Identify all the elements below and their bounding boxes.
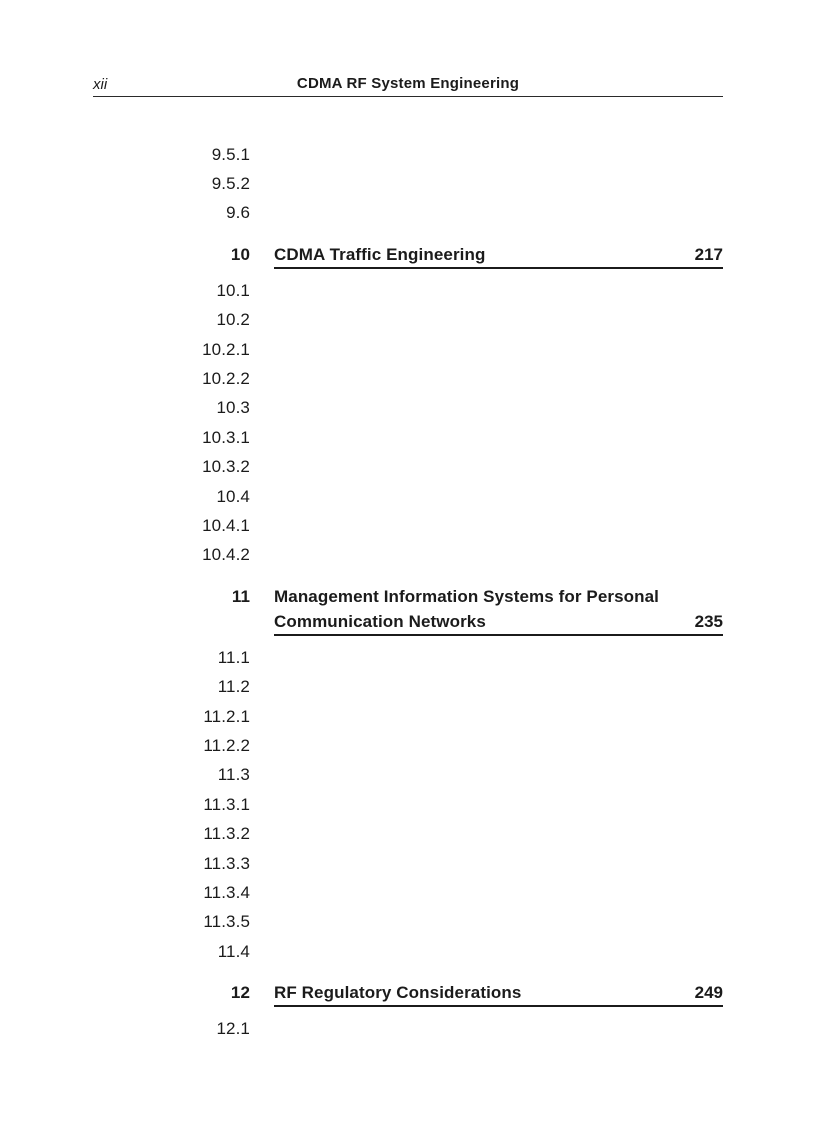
toc-entry	[93, 643, 723, 672]
toc-entry	[93, 140, 723, 169]
toc-chapter-row	[93, 244, 723, 269]
toc-chapter-entry	[93, 982, 723, 1007]
toc-entry-number: 11.3.2	[203, 824, 250, 844]
toc-entry	[93, 1014, 723, 1043]
toc-chapter-row	[93, 982, 723, 1007]
toc-entry-number: 12.1	[216, 1019, 250, 1039]
toc-chapter-page-number: 217	[694, 245, 723, 265]
toc-entry	[93, 482, 723, 511]
toc-chapter-title-line	[274, 244, 723, 269]
toc-entry-number: 10.3.1	[202, 427, 250, 447]
toc-entry	[93, 819, 723, 848]
toc-entry	[93, 672, 723, 701]
toc-entry-number: 11.1	[217, 647, 250, 667]
toc-entry-number: 11.3	[217, 765, 250, 785]
toc-entry-number: 10.4.1	[202, 515, 250, 535]
toc-entry	[93, 908, 723, 937]
toc-entry	[93, 761, 723, 790]
toc-chapter-title: RF Regulatory Considerations	[274, 983, 522, 1003]
toc-entry-number: 10.2.2	[202, 369, 250, 389]
toc-entry	[93, 169, 723, 198]
toc-entry	[93, 937, 723, 966]
toc-entry-number: 10.4	[216, 486, 250, 506]
toc-chapter-entry	[93, 586, 723, 636]
toc-entry-number: 10.3	[216, 398, 250, 418]
toc-entry-number: 11.3.5	[203, 912, 250, 932]
toc-chapter-page-number: 249	[694, 983, 723, 1003]
toc-entry-number: 11.2.2	[203, 735, 250, 755]
toc-entry	[93, 394, 723, 423]
header-rule	[93, 96, 723, 97]
toc-chapter-row	[93, 586, 723, 609]
toc-chapter-title: Communication Networks	[274, 612, 486, 632]
toc-entry-number: 11.2	[217, 677, 250, 697]
toc-entry-number: 10.1	[216, 280, 250, 300]
toc-chapter-number: 10	[230, 245, 250, 265]
toc-entry-number: 9.6	[226, 203, 250, 223]
running-header-title: CDMA RF System Engineering	[296, 75, 520, 92]
toc-entry	[93, 423, 723, 452]
toc-entry-number: 9.5.1	[211, 144, 250, 164]
toc-entry-number: 10.4.2	[202, 545, 250, 565]
toc-entry-number: 10.2	[216, 310, 250, 330]
toc-entry	[93, 849, 723, 878]
toc-chapter-page-number: 235	[694, 612, 723, 632]
toc-entry	[93, 541, 723, 570]
toc-entry-number: 10.2.1	[202, 339, 250, 359]
toc-entry-number: 11.3.1	[203, 794, 250, 814]
toc-chapter-title: Management Information Systems for Personal	[274, 587, 659, 607]
toc-entry	[93, 731, 723, 760]
toc-list	[93, 140, 723, 1044]
toc-entry-number: 11.4	[217, 941, 250, 961]
toc-entry	[93, 276, 723, 305]
toc-entry	[93, 364, 723, 393]
page-number-label: xii	[93, 76, 108, 93]
toc-entry-number: 9.5.2	[211, 174, 250, 194]
toc-entry-number: 10.3.2	[202, 457, 250, 477]
toc-entry	[93, 199, 723, 228]
toc-entry	[93, 511, 723, 540]
toc-entry-number: 11.3.4	[203, 882, 250, 902]
toc-entry-number: 11.3.3	[203, 853, 250, 873]
toc-chapter-title-line	[274, 982, 723, 1007]
toc-entry	[93, 306, 723, 335]
toc-chapter-title-line	[274, 611, 723, 636]
toc-entry	[93, 878, 723, 907]
toc-chapter-number: 12	[230, 983, 250, 1003]
running-header-row	[0, 75, 816, 93]
toc-chapter-entry	[93, 244, 723, 269]
toc-entry	[93, 335, 723, 364]
toc-entry-number: 11.2.1	[203, 706, 250, 726]
toc-chapter-number: 11	[231, 587, 250, 607]
toc-chapter-row	[93, 611, 723, 636]
toc-chapter-title: CDMA Traffic Engineering	[274, 245, 486, 265]
toc-entry	[93, 702, 723, 731]
toc-chapter-title-line	[274, 586, 723, 609]
toc-entry	[93, 453, 723, 482]
toc-entry	[93, 790, 723, 819]
